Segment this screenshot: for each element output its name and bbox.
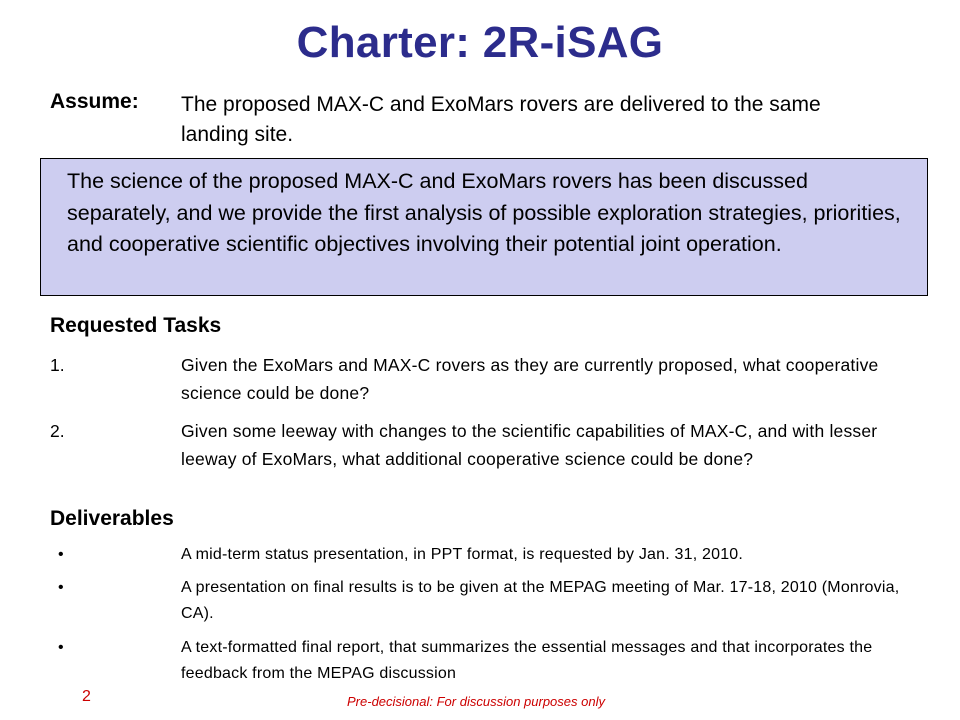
assume-label: Assume: xyxy=(50,90,139,113)
page-number: 2 xyxy=(82,688,91,705)
science-summary-box xyxy=(40,158,928,296)
deliverable-item: A presentation on final results is to be given at the MEPAG meeting of Mar. 17-18, 2010 (Monrovia, CA). xyxy=(181,579,900,622)
bullet-icon: • xyxy=(58,579,64,596)
bullet-icon: • xyxy=(58,546,64,563)
deliverable-item: A mid-term status presentation, in PPT format, is requested by Jan. 31, 2010. xyxy=(181,546,744,563)
bullet-icon: • xyxy=(58,639,64,656)
task-number: 1. xyxy=(50,355,65,375)
assume-text: The proposed MAX-C and ExoMars rovers are delivered to the same landing site. xyxy=(181,93,821,146)
deliverables-heading: Deliverables xyxy=(50,507,174,530)
requested-tasks-heading: Requested Tasks xyxy=(50,314,222,337)
task-text: Given some leeway with changes to the scientific capabilities of MAX-C, and with lesser leeway of ExoMars, what additional cooperative science could be done? xyxy=(181,421,878,469)
science-summary-text: The science of the proposed MAX-C and ExoMars rovers has been discussed separately, and we provide the first analysis of possible exploration strategies, priorities, and cooperative scientific objectives involving their potential joint operation. xyxy=(67,169,901,256)
task-number: 2. xyxy=(50,421,65,441)
slide-title: Charter: 2R-iSAG xyxy=(296,18,664,67)
task-text: Given the ExoMars and MAX-C rovers as they are currently proposed, what cooperative science could be done? xyxy=(181,355,879,403)
footer-disclaimer: Pre-decisional: For discussion purposes only xyxy=(347,694,605,709)
deliverable-item: A text-formatted final report, that summarizes the essential messages and that incorporates the feedback from the MEPAG discussion xyxy=(181,639,873,682)
